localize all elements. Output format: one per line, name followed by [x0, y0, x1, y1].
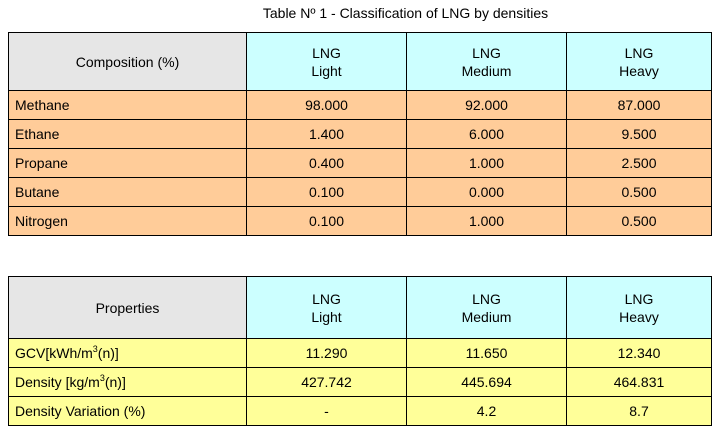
row-label: Density $[kg/m^3(n)]$	[9, 368, 247, 397]
cell-value: 9.500	[567, 120, 712, 149]
cell-value: 427.742	[247, 368, 407, 397]
table-row-density	[9, 368, 712, 397]
row-label: Butane	[9, 178, 247, 207]
column-header-lng-light: LNG Light	[247, 33, 407, 91]
table-row-methane	[9, 91, 712, 120]
column-header-lng-light: LNG Light	[247, 277, 407, 339]
cell-value: 0.100	[247, 178, 407, 207]
composition-header-row	[9, 33, 712, 91]
properties-header-label: Properties	[9, 277, 247, 339]
composition-header-label: Composition (%)	[9, 33, 247, 91]
row-label: $GCV[kWh/m^3(n)]$	[9, 339, 247, 368]
cell-value: 98.000	[247, 91, 407, 120]
cell-value: 11.290	[247, 339, 407, 368]
cell-value: 0.500	[567, 207, 712, 236]
row-label: Density Variation (%)	[9, 397, 247, 426]
cell-value: 2.500	[567, 149, 712, 178]
column-header-lng-medium: LNG Medium	[407, 33, 567, 91]
cell-value: 92.000	[407, 91, 567, 120]
cell-value: 464.831	[567, 368, 712, 397]
cell-value: 0.100	[247, 207, 407, 236]
row-label: Methane	[9, 91, 247, 120]
table-row-nitrogen	[9, 207, 712, 236]
row-label: Ethane	[9, 120, 247, 149]
table-row-ethane	[9, 120, 712, 149]
composition-table	[8, 32, 712, 236]
cell-value: 1.000	[407, 149, 567, 178]
table-caption: Table Nº 1 - Classification of LNG by densities	[262, 5, 549, 21]
cell-value: -	[247, 397, 407, 426]
table-row-propane	[9, 149, 712, 178]
cell-value: 11.650	[407, 339, 567, 368]
table-row-density-variation	[9, 397, 712, 426]
properties-table	[8, 276, 712, 426]
table-row-butane	[9, 178, 712, 207]
cell-value: 1.400	[247, 120, 407, 149]
cell-value: 8.7	[567, 397, 712, 426]
cell-value: 87.000	[567, 91, 712, 120]
cell-value: 6.000	[407, 120, 567, 149]
cell-value: 445.694	[407, 368, 567, 397]
row-label: Nitrogen	[9, 207, 247, 236]
cell-value: 0.000	[407, 178, 567, 207]
table-row-gcv	[9, 339, 712, 368]
cell-value: 12.340	[567, 339, 712, 368]
column-header-lng-medium: LNG Medium	[407, 277, 567, 339]
cell-value: 4.2	[407, 397, 567, 426]
cell-value: 0.500	[567, 178, 712, 207]
row-label: Propane	[9, 149, 247, 178]
column-header-lng-heavy: LNG Heavy	[567, 33, 712, 91]
properties-header-row	[9, 277, 712, 339]
cell-value: 0.400	[247, 149, 407, 178]
cell-value: 1.000	[407, 207, 567, 236]
column-header-lng-heavy: LNG Heavy	[567, 277, 712, 339]
